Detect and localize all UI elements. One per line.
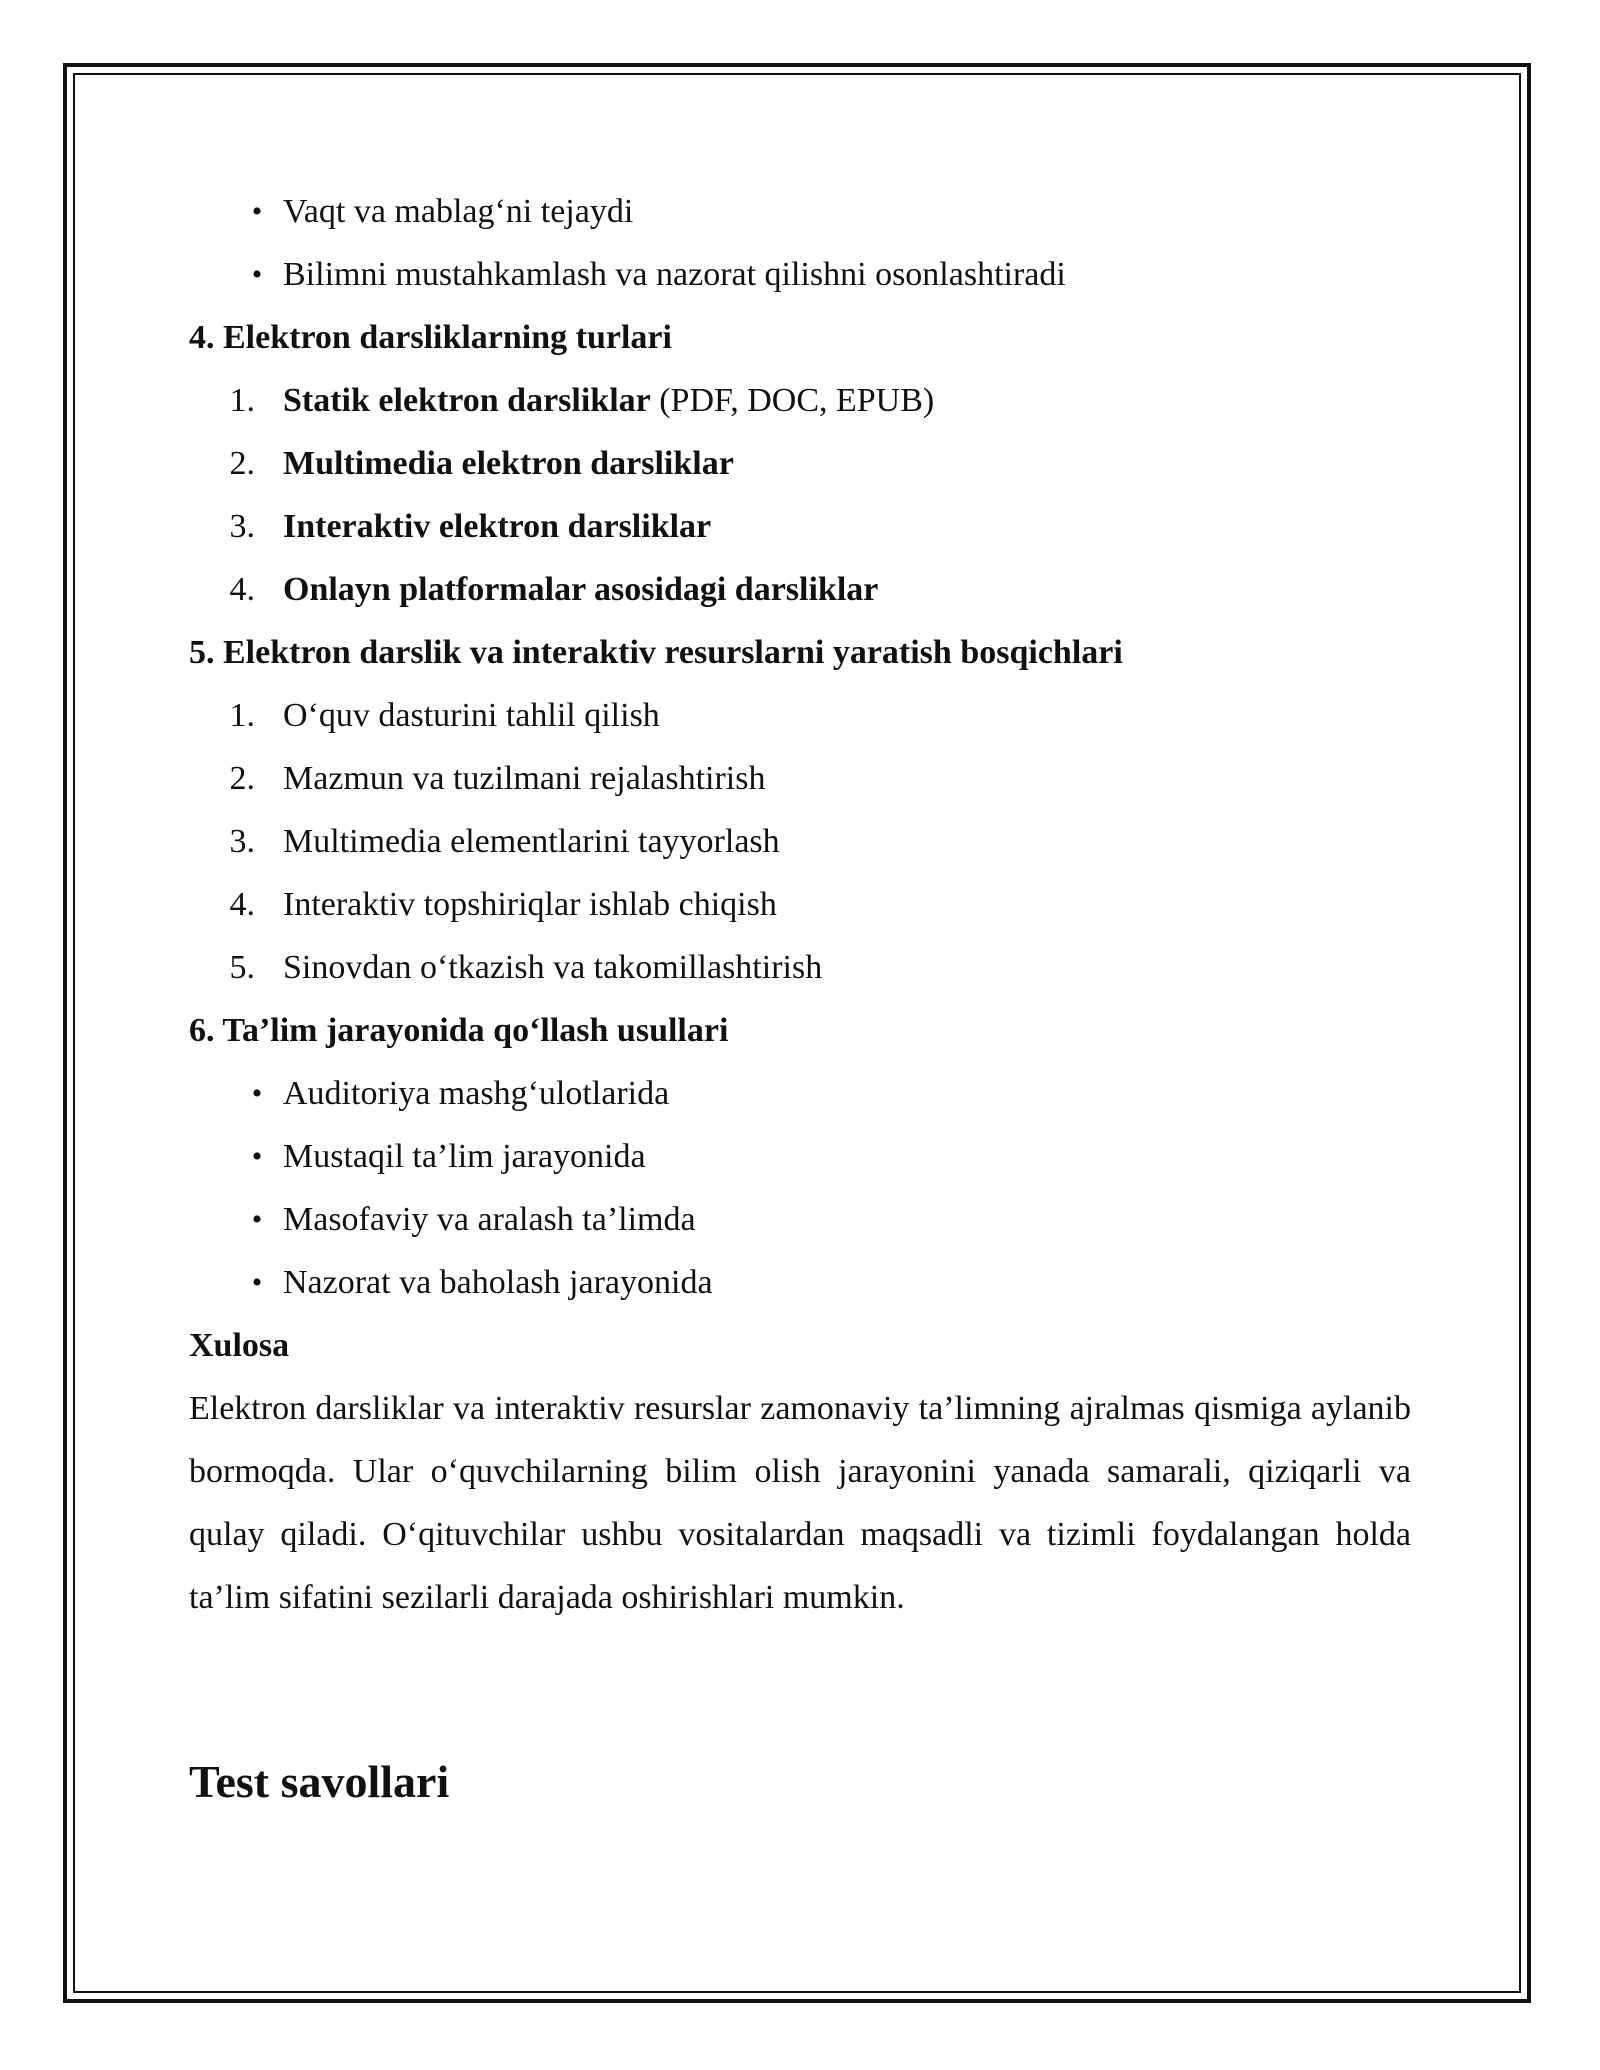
list-item-text: Mustaqil ta’lim jarayonida bbox=[283, 1138, 646, 1175]
list-item-bold: Onlayn platformalar asosidagi darsliklar bbox=[283, 571, 879, 608]
list-item bbox=[189, 432, 1411, 495]
list-number: 2. bbox=[229, 760, 255, 797]
list-number: 1. bbox=[229, 697, 255, 734]
list-item bbox=[189, 1251, 1411, 1314]
section-heading: 4. Elektron darsliklarning turlari bbox=[189, 319, 672, 356]
list-number: 4. bbox=[229, 886, 255, 923]
list-item-text: Vaqt va mablag‘ni tejaydi bbox=[283, 193, 634, 230]
bullet-icon: • bbox=[251, 258, 263, 291]
list-item bbox=[189, 369, 1411, 432]
list-item-text: Sinovdan o‘tkazish va takomillashtirish bbox=[283, 949, 823, 986]
list-item-bold: Multimedia elektron darsliklar bbox=[283, 445, 734, 482]
list-item-text: O‘quv dasturini tahlil qilish bbox=[283, 697, 660, 734]
conclusion-paragraph: Elektron darsliklar va interaktiv resurslar zamonaviy ta’limning ajralmas qismiga aylanib bormoqda. Ular o‘quvchilarning bilim olish jarayonini yanada samarali, qiziqarli va qulay qiladi. O‘qituvchilar ushbu vositalardan maqsadli va tizimli foydalangan holda ta’lim sifatini sezilarli darajada oshirishlari mumkin. bbox=[189, 1390, 1411, 1616]
list-item-text: Auditoriya mashg‘ulotlarida bbox=[283, 1075, 670, 1112]
list-number: 3. bbox=[229, 508, 255, 545]
list-item bbox=[189, 1125, 1411, 1188]
list-item bbox=[189, 495, 1411, 558]
bullet-icon: • bbox=[251, 195, 263, 228]
list-item-text: Multimedia elementlarini tayyorlash bbox=[283, 823, 780, 860]
list-item bbox=[189, 1188, 1411, 1251]
list-item-bold: Interaktiv elektron darsliklar bbox=[283, 508, 712, 545]
list-item bbox=[189, 180, 1411, 243]
section-heading: 6. Ta’lim jarayonida qo‘llash usullari bbox=[189, 1012, 729, 1049]
conclusion-heading: Xulosa bbox=[189, 1327, 290, 1364]
bullet-icon: • bbox=[251, 1266, 263, 1299]
list-item-text: Interaktiv topshiriqlar ishlab chiqish bbox=[283, 886, 777, 923]
list-number: 5. bbox=[229, 949, 255, 986]
list-item-text: Nazorat va baholash jarayonida bbox=[283, 1264, 713, 1301]
bullet-icon: • bbox=[251, 1203, 263, 1236]
list-number: 4. bbox=[229, 571, 255, 608]
list-item bbox=[189, 684, 1411, 747]
list-item bbox=[189, 873, 1411, 936]
bullet-icon: • bbox=[251, 1077, 263, 1110]
list-item-text: Mazmun va tuzilmani rejalashtirish bbox=[283, 760, 766, 797]
list-item bbox=[189, 558, 1411, 621]
list-item-rest: (PDF, DOC, EPUB) bbox=[650, 382, 935, 419]
list-item bbox=[189, 1062, 1411, 1125]
bullet-icon: • bbox=[251, 1140, 263, 1173]
section-heading: 5. Elektron darslik va interaktiv resurslarni yaratish bosqichlari bbox=[189, 634, 1123, 671]
list-item-bold: Statik elektron darsliklar bbox=[283, 382, 651, 419]
list-item bbox=[189, 243, 1411, 306]
list-item bbox=[189, 810, 1411, 873]
document-body bbox=[189, 180, 1411, 1629]
list-number: 2. bbox=[229, 445, 255, 482]
list-number: 1. bbox=[229, 382, 255, 419]
list-item bbox=[189, 747, 1411, 810]
list-item bbox=[189, 936, 1411, 999]
list-item-text: Masofaviy va aralash ta’limda bbox=[283, 1201, 696, 1238]
list-number: 3. bbox=[229, 823, 255, 860]
list-item-text: Bilimni mustahkamlash va nazorat qilishni osonlashtiradi bbox=[283, 256, 1066, 293]
test-section-title: Test savollari bbox=[189, 1756, 450, 1807]
